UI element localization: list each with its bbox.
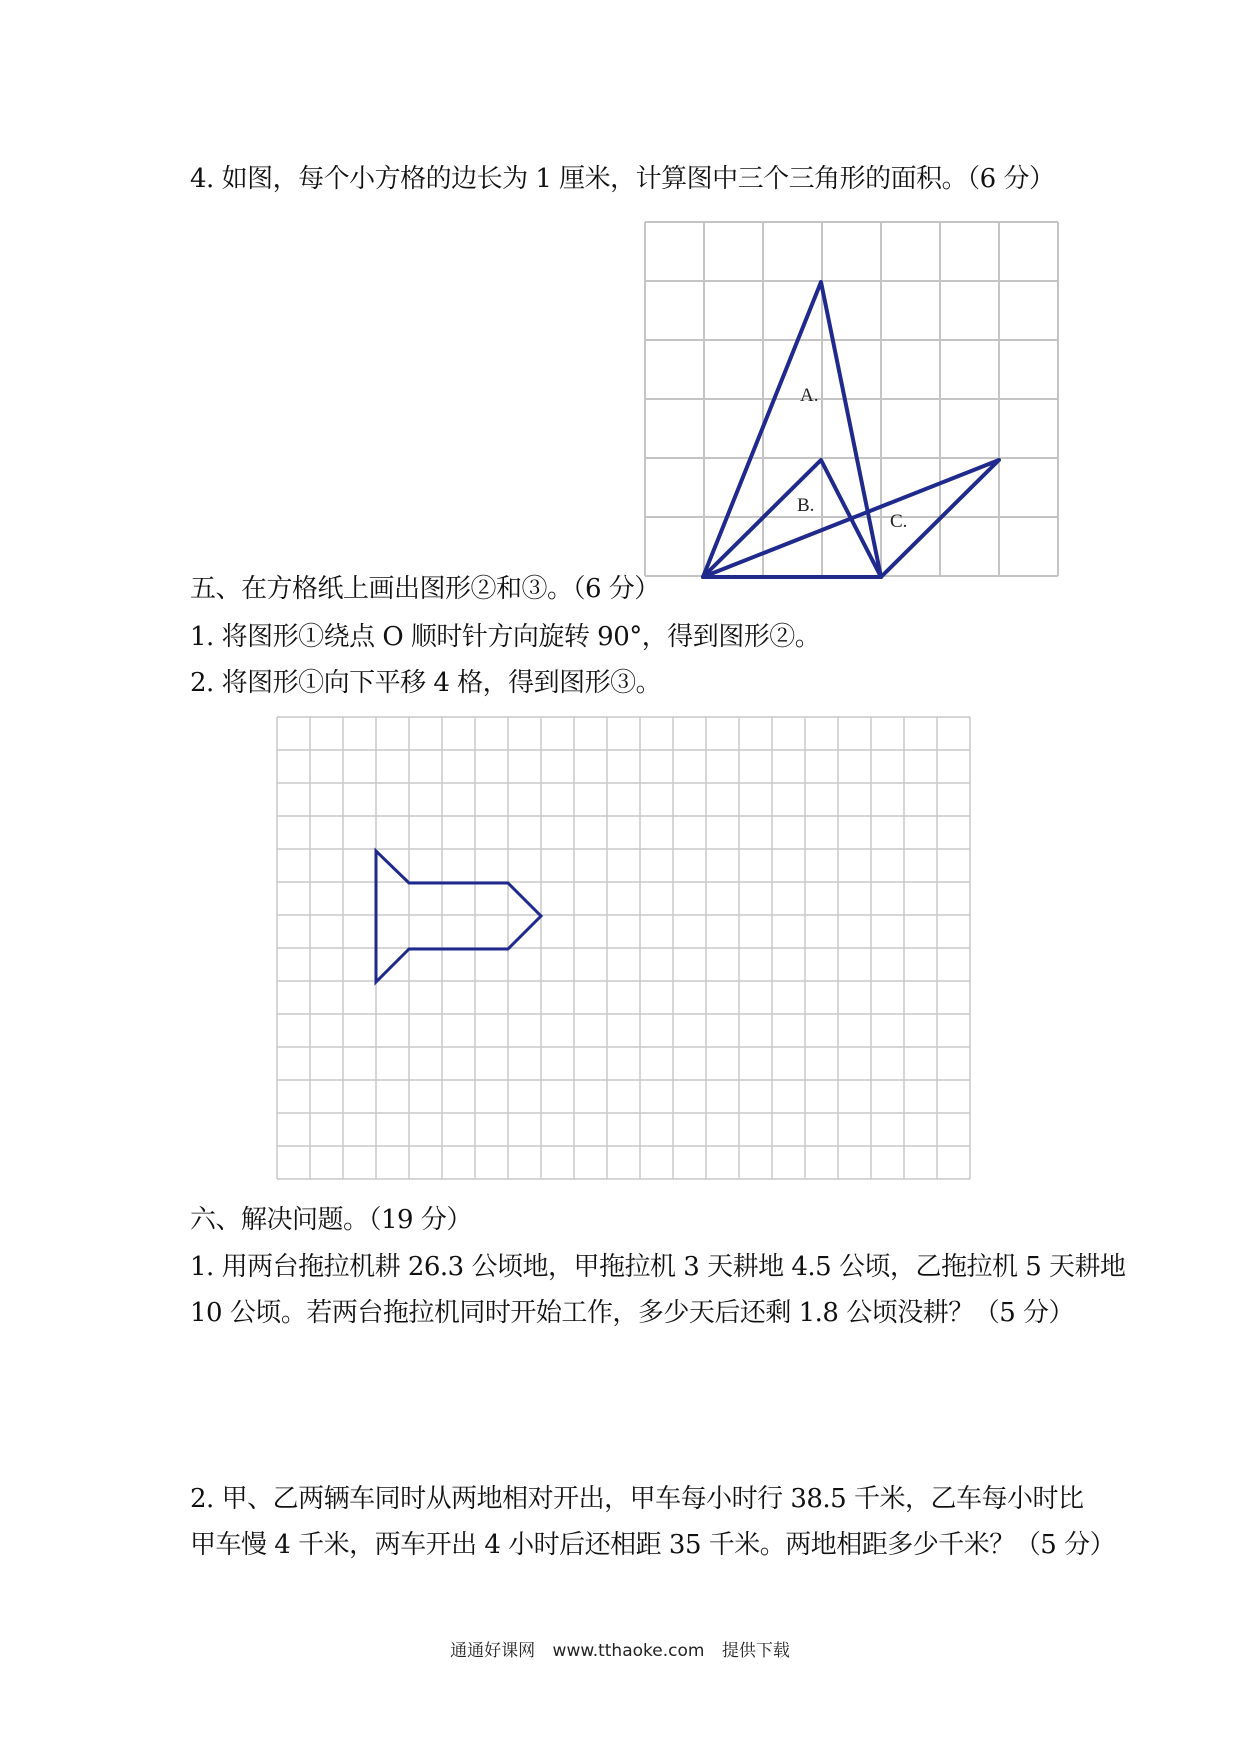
- problem-1-line-1: 1. 用两台拖拉机耕 26.3 公顷地，甲拖拉机 3 天耕地 4.5 公顷，乙拖拉机 5 天耕地: [190, 1252, 1126, 1282]
- label-c: C.: [890, 511, 908, 532]
- question-4-text: 4. 如图，每个小方格的边长为 1 厘米，计算图中三个三角形的面积。（6 分）: [190, 164, 1055, 194]
- section-6-title: 六、解决问题。（19 分）: [190, 1205, 472, 1235]
- triangle-c: [703, 460, 999, 577]
- problem-2-line-1: 2. 甲、乙两辆车同时从两地相对开出，甲车每小时行 38.5 千米，乙车每小时比: [190, 1484, 1084, 1514]
- label-b: B.: [797, 495, 815, 516]
- label-a: A.: [800, 385, 819, 406]
- footer-action: 提供下载: [721, 1641, 790, 1661]
- footer-site-name: 通通好课网: [450, 1641, 536, 1661]
- shape-grid-figure: [276, 716, 976, 1184]
- section-5-item-1: 1. 将图形①绕点 O 顺时针方向旋转 90°，得到图形②。: [190, 622, 821, 652]
- section-5-item-2: 2. 将图形①向下平移 4 格，得到图形③。: [190, 668, 662, 698]
- footer-url[interactable]: www.tthaoke.com: [552, 1641, 705, 1661]
- grid-lines: [277, 717, 970, 1179]
- triangle-a: [703, 282, 881, 577]
- section-5-title: 五、在方格纸上画出图形②和③。（6 分）: [190, 574, 660, 604]
- footer: [0, 1636, 1240, 1661]
- problem-2-line-2: 甲车慢 4 千米，两车开出 4 小时后还相距 35 千米。两地相距多少千米？（5 分）: [190, 1530, 1116, 1560]
- shape-1: [376, 851, 541, 982]
- problem-1-line-2: 10 公顷。若两台拖拉机同时开始工作，多少天后还剩 1.8 公顷没耕？（5 分）: [190, 1298, 1075, 1328]
- triangle-grid-figure: [644, 221, 1062, 579]
